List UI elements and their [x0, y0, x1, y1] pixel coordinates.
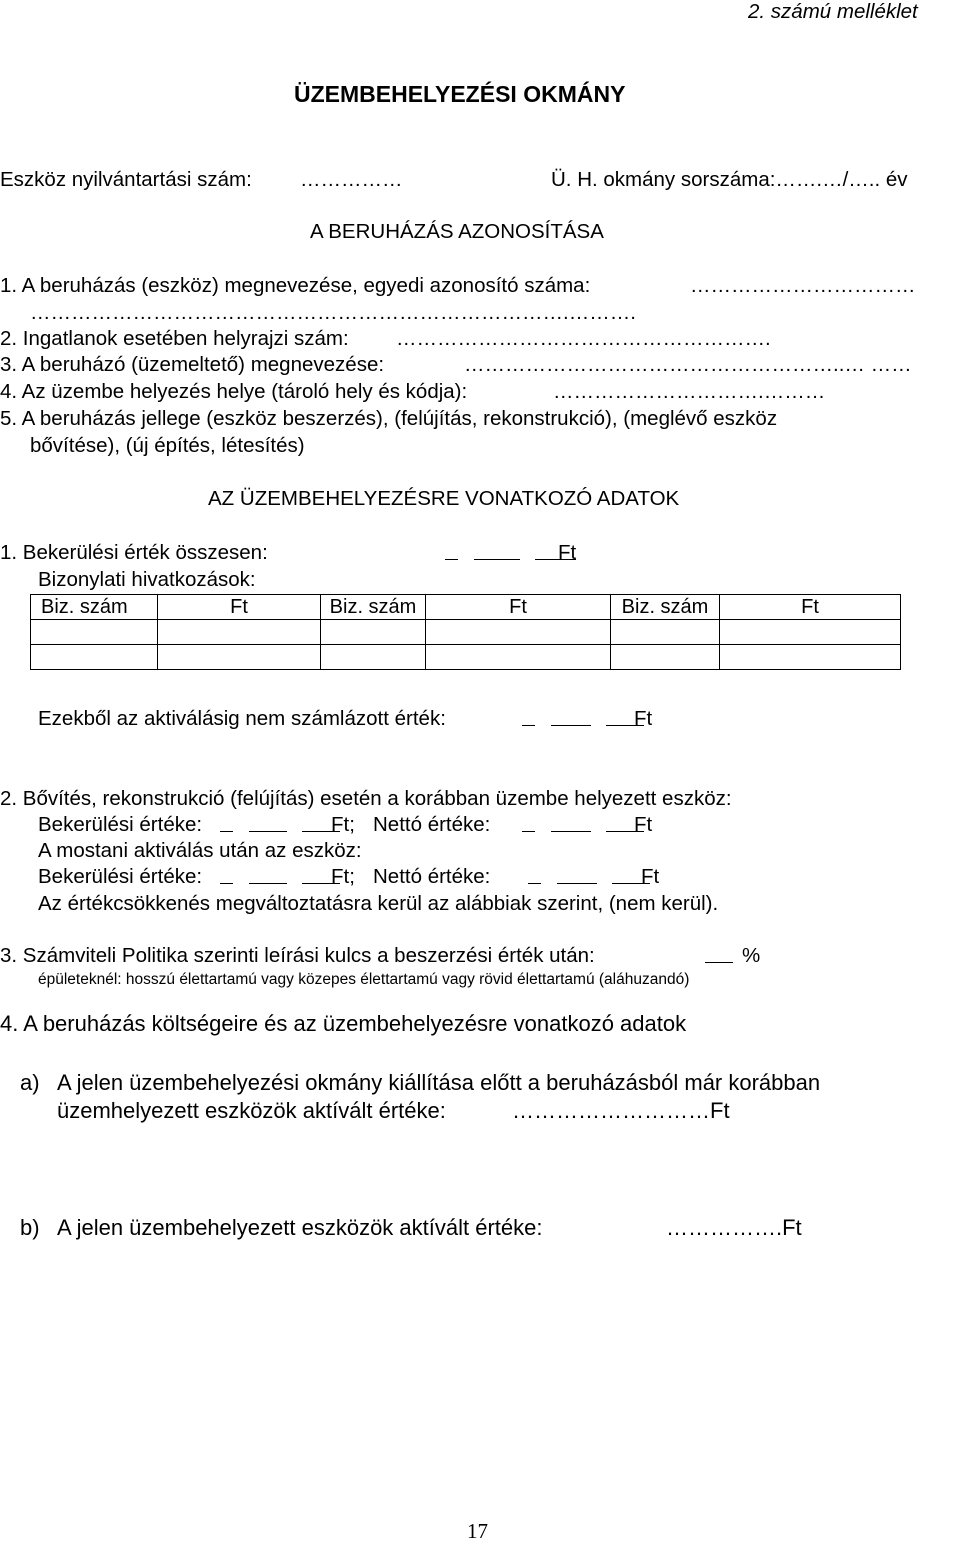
new-net-currency: Ft [641, 865, 660, 888]
table-cell[interactable] [321, 620, 426, 645]
item-1-dots: …………………………… [690, 274, 916, 297]
section-commissioning-title: AZ ÜZEMBEHELYEZÉSRE VONATKOZÓ ADATOK [208, 487, 680, 510]
cost-total-label: 1. Bekerülési érték összesen: [0, 541, 268, 564]
table-row [31, 620, 901, 645]
table-cell[interactable] [31, 620, 158, 645]
cost-total-blanks [445, 543, 576, 565]
table-header-cell: Ft [720, 595, 901, 620]
item-a-line1: A jelen üzembehelyezési okmány kiállítása előtt a beruházásból már korábban [57, 1070, 821, 1095]
not-invoiced-label: Ezekből az aktiválásig nem számlázott érték: [38, 707, 446, 730]
table-header-row [31, 595, 901, 620]
asset-number-dots: …………… [300, 168, 403, 191]
table-header-cell: Ft [426, 595, 611, 620]
annex-label: 2. számú melléklet [748, 0, 918, 23]
after-activation-label: A mostani aktiválás után az eszköz: [38, 839, 362, 862]
previous-net-label: Nettó értéke: [373, 813, 491, 836]
previous-cost-blanks [220, 815, 340, 837]
item-1-continuation-dots: …………………………………………………………………….………. [30, 301, 636, 324]
item-2-expansion-line1: 2. Bővítés, rekonstrukció (felújítás) esetén a korábban üzembe helyezett eszköz: [0, 787, 732, 810]
item-b-label: b) [20, 1215, 40, 1240]
depreciation-rate-blank [705, 946, 733, 968]
table-cell[interactable] [321, 645, 426, 670]
section-identification-title: A BERUHÁZÁS AZONOSÍTÁSA [310, 220, 604, 243]
table-cell[interactable] [611, 645, 720, 670]
item-2-lot-number: 2. Ingatlanok esetében helyrajzi szám: [0, 327, 349, 350]
item-3-investor: 3. A beruházó (üzemeltető) megnevezése: [0, 353, 385, 376]
table-cell[interactable] [611, 620, 720, 645]
building-lifespan-note: épületeknél: hosszú élettartamú vagy közepes élettartamú vagy rövid élettartamú (aláhuzandó) [38, 971, 690, 988]
depreciation-change-text: Az értékcsökkenés megváltoztatásra kerül az alábbiak szerint, (nem kerül). [38, 892, 719, 915]
table-row [31, 645, 901, 670]
previous-cost-currency: Ft; [331, 813, 355, 836]
table-cell[interactable] [426, 645, 611, 670]
table-header-cell: Biz. szám [321, 595, 426, 620]
document-number-label: Ü. H. okmány sorszáma:…….…/….. év [551, 168, 908, 191]
table-cell[interactable] [426, 620, 611, 645]
not-invoiced-blanks [522, 709, 644, 731]
previous-net-currency: Ft [634, 813, 653, 836]
references-label: Bizonylati hivatkozások: [38, 568, 256, 591]
item-4-costs-title: 4. A beruházás költségeire és az üzembehelyezésre vonatkozó adatok [0, 1011, 687, 1036]
item-2-dots: ………………………………………………. [396, 327, 771, 350]
table-cell[interactable] [158, 645, 321, 670]
cost-total-currency: Ft [558, 541, 577, 564]
table-cell[interactable] [158, 620, 321, 645]
item-4-location: 4. Az üzembe helyezés helye (tároló hely és kódja): [0, 380, 468, 403]
page-number: 17 [467, 1519, 488, 1543]
item-a-line2: üzemhelyezett eszközök aktívált értéke: [57, 1098, 446, 1123]
item-5-nature-line1: 5. A beruházás jellege (eszköz beszerzés), (felújítás, rekonstrukció), (meglévő eszköz [0, 407, 778, 430]
document-title: ÜZEMBEHELYEZÉSI OKMÁNY [294, 81, 626, 107]
table-cell[interactable] [720, 645, 901, 670]
new-net-label: Nettó értéke: [373, 865, 491, 888]
new-net-blanks [528, 867, 650, 889]
previous-net-blanks [522, 815, 644, 837]
table-header-cell: Ft [158, 595, 321, 620]
item-a-dots: ………………………Ft [512, 1098, 730, 1123]
references-table [30, 594, 901, 670]
item-b-dots: …………….Ft [666, 1215, 802, 1240]
not-invoiced-currency: Ft [634, 707, 653, 730]
previous-cost-label: Bekerülési értéke: [38, 813, 203, 836]
table-header-cell: Biz. szám [31, 595, 158, 620]
asset-number-label: Eszköz nyilvántartási szám: [0, 168, 252, 191]
item-4-dots: ………………………….……… [553, 380, 826, 403]
table-header-cell: Biz. szám [611, 595, 720, 620]
new-cost-label: Bekerülési értéke: [38, 865, 203, 888]
item-5-nature-line2: bővítése), (új építés, létesítés) [30, 434, 305, 457]
table-cell[interactable] [720, 620, 901, 645]
item-b-text: A jelen üzembehelyezett eszközök aktívált értéke: [57, 1215, 543, 1240]
depreciation-rate-percent: % [742, 944, 761, 967]
item-a-label: a) [20, 1070, 40, 1095]
item-1-asset-name: 1. A beruházás (eszköz) megnevezése, egyedi azonosító száma: [0, 274, 591, 297]
table-cell[interactable] [31, 645, 158, 670]
new-cost-blanks [220, 867, 340, 889]
new-cost-currency: Ft; [331, 865, 355, 888]
item-3-depreciation-rate: 3. Számviteli Politika szerinti leírási kulcs a beszerzési érték után: [0, 944, 595, 967]
item-3-dots: ………………………………………………..… …… [464, 353, 912, 376]
